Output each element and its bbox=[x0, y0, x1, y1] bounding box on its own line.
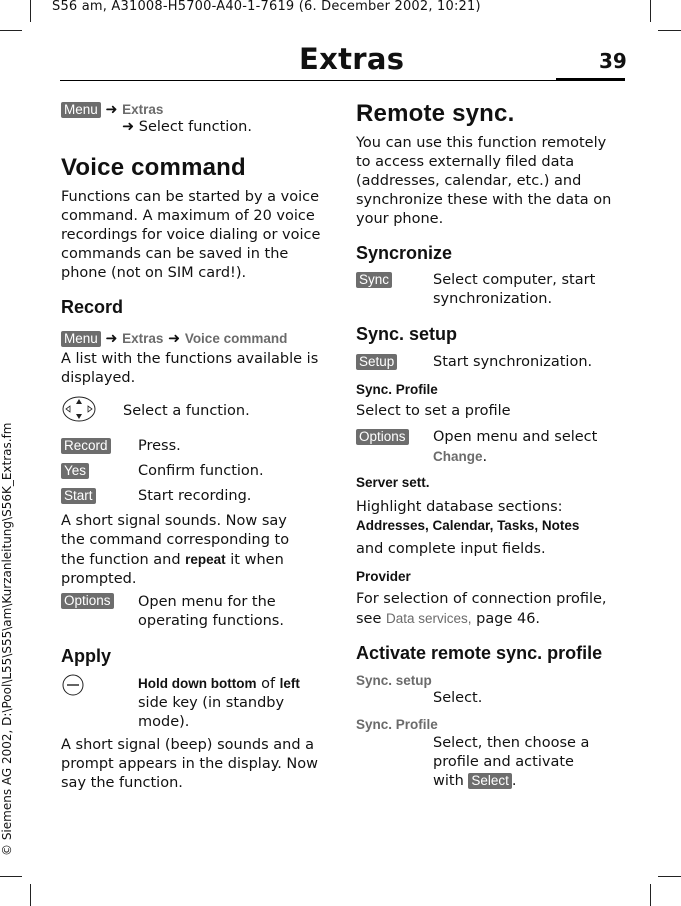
arrow-icon: ➜ bbox=[105, 102, 118, 118]
menu-key: Menu bbox=[61, 331, 101, 347]
act-profile-label: Sync. Profile bbox=[356, 717, 438, 732]
crop-mark bbox=[658, 876, 681, 877]
apply-key-row bbox=[61, 674, 323, 731]
nav-row bbox=[61, 395, 323, 423]
apply-text: A short signal (beep) sounds and a prompt appears in the display. Now say the function. bbox=[61, 737, 319, 791]
record-list-text: A list with the functions available is displayed. bbox=[61, 351, 319, 386]
select-key: Select bbox=[468, 773, 512, 789]
running-head: S56 am, A31008-H5700-A40-1-7619 (6. December 2002, 10:21) bbox=[52, 0, 481, 14]
options-desc: Open menu for the operating functions. bbox=[138, 594, 284, 629]
change-menu-item: Change bbox=[433, 449, 483, 464]
setup-desc: Start synchronization. bbox=[433, 354, 593, 370]
signal-text bbox=[61, 512, 297, 589]
menu-path bbox=[61, 100, 323, 120]
subheading-record: Record bbox=[61, 297, 124, 317]
period: . bbox=[511, 773, 517, 789]
options-key: Options bbox=[61, 593, 114, 609]
yes-key-desc: Confirm function. bbox=[138, 463, 264, 479]
header-rule bbox=[60, 80, 625, 81]
apply-desc bbox=[138, 674, 323, 732]
arrow-icon: ➜ bbox=[105, 331, 118, 347]
crop-mark bbox=[30, 0, 31, 22]
menu-path-instruction bbox=[122, 118, 323, 137]
crop-mark bbox=[0, 30, 22, 31]
signal-text-part: A short signal sounds. Now say the command corresponding to the function and bbox=[61, 513, 290, 568]
apply-desc-bold: left bbox=[279, 676, 300, 691]
provider-text bbox=[356, 590, 618, 629]
apply-desc-of: of bbox=[261, 676, 276, 692]
apply-desc-rest: side key (in standby mode). bbox=[138, 695, 285, 730]
server-complete: and complete input fields. bbox=[356, 541, 546, 557]
subheading-provider: Provider bbox=[356, 569, 411, 584]
crop-mark bbox=[0, 876, 22, 877]
crop-mark bbox=[658, 30, 681, 31]
crop-mark bbox=[650, 0, 651, 22]
side-key-icon bbox=[61, 674, 85, 702]
data-services-link[interactable]: Data services, bbox=[386, 611, 472, 626]
options-key: Options bbox=[356, 429, 409, 445]
menu-path-item: Extras bbox=[122, 102, 164, 117]
record-key: Record bbox=[61, 438, 111, 454]
page-number-rule bbox=[556, 78, 625, 81]
act-profile-text: Select, then choose a profile and activate with bbox=[433, 735, 590, 789]
setup-key: Setup bbox=[356, 354, 397, 370]
page-title: Extras bbox=[299, 42, 405, 76]
menu-path-item: Voice command bbox=[184, 331, 288, 346]
apply-desc-bold: Hold down bottom bbox=[138, 676, 257, 691]
start-key-desc: Start recording. bbox=[138, 488, 252, 504]
menu-path-item: Extras bbox=[122, 331, 164, 346]
start-key-row bbox=[61, 487, 323, 506]
act-profile-desc bbox=[433, 734, 593, 791]
voice-command-text: Functions can be started by a voice command. A maximum of 20 voice recordings for voice dialing or voice commands can be saved in the phone (not on SIM card!). bbox=[61, 189, 321, 281]
remote-sync-text: You can use this function remotely to access externally filed data (addresses, calendar, etc.) and synchronize these with the data on your phone. bbox=[356, 135, 612, 227]
server-sections: Addresses, Calendar, Tasks, Notes bbox=[356, 518, 580, 533]
arrow-icon: ➜ bbox=[168, 331, 181, 347]
crop-mark bbox=[30, 884, 31, 906]
arrow-icon: ➜ bbox=[122, 119, 135, 135]
sync-desc: Select computer, start synchronization. bbox=[433, 272, 596, 307]
signal-text-part: it when prompted. bbox=[61, 552, 284, 587]
profile-options-desc bbox=[433, 428, 618, 467]
profile-options-text: Open menu and select bbox=[433, 429, 598, 445]
yes-key: Yes bbox=[61, 463, 89, 479]
section-heading-voice-command: Voice command bbox=[61, 154, 246, 181]
act-setup-label: Sync. setup bbox=[356, 673, 432, 688]
crop-mark bbox=[650, 884, 651, 906]
page-number: 39 bbox=[599, 49, 627, 73]
navigation-key-icon bbox=[61, 395, 97, 429]
sync-key: Sync bbox=[356, 272, 392, 288]
setup-key-row bbox=[356, 353, 618, 372]
start-key: Start bbox=[61, 488, 96, 504]
subheading-activate: Activate remote sync. profile bbox=[356, 643, 603, 663]
subheading-sync-setup: Sync. setup bbox=[356, 324, 458, 344]
sync-key-row bbox=[356, 271, 618, 309]
yes-key-row bbox=[61, 462, 323, 481]
profile-options-row bbox=[356, 428, 618, 466]
period: . bbox=[482, 449, 488, 465]
record-key-desc: Press. bbox=[138, 438, 181, 454]
subheading-server-sett: Server sett. bbox=[356, 475, 430, 490]
record-key-row bbox=[61, 437, 323, 456]
sync-profile-text: Select to set a profile bbox=[356, 403, 511, 419]
menu-key: Menu bbox=[61, 102, 101, 118]
subheading-syncronize: Syncronize bbox=[356, 243, 453, 263]
subheading-sync-profile: Sync. Profile bbox=[356, 382, 438, 397]
section-heading-remote-sync: Remote sync. bbox=[356, 100, 515, 127]
provider-text-part: page 46. bbox=[476, 611, 541, 627]
subheading-apply: Apply bbox=[61, 646, 112, 666]
nav-desc: Select a function. bbox=[123, 403, 250, 419]
instruction-text: Select function. bbox=[138, 119, 252, 135]
provider-text-part: For selection of connection profile, see bbox=[356, 591, 607, 627]
repeat-word: repeat bbox=[185, 552, 226, 567]
record-menu-path bbox=[61, 329, 323, 349]
server-text: Highlight database sections: bbox=[356, 499, 563, 515]
act-setup-desc: Select. bbox=[433, 690, 483, 706]
side-note: © Siemens AG 2002, D:\Pool\L55\S55\am\Kurzanleitung\S56K_Extras.fm bbox=[0, 422, 14, 856]
options-key-row bbox=[61, 593, 323, 631]
